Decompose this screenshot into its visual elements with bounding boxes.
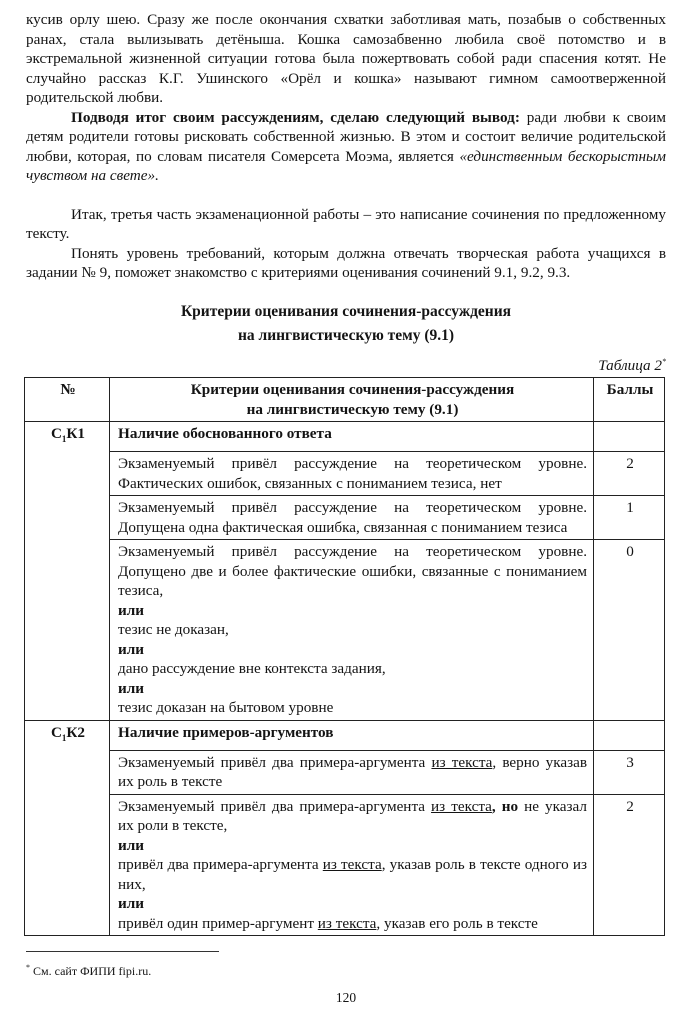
- table-header-row: [25, 378, 665, 422]
- table-row: Экзаменуемый привёл два примера-аргумента из текста, но не указал их роли в тексте, или привёл два примера-аргумента из текста, указав роль в тексте одного из них, или привёл один пример-аргумент из текста, указав его роль в тексте 2: [25, 794, 665, 936]
- conclusion-lead: Подводя итог своим рассуждениям, сделаю следующий вывод:: [71, 108, 520, 126]
- table-label: Таблица 2*: [598, 356, 666, 374]
- table-row: [25, 720, 665, 750]
- paragraph-part-three: Итак, третья часть экзаменационной работы – это написание сочинения по предложенному тексту.: [26, 205, 666, 242]
- footnote: * См. сайт ФИПИ fipi.ru.: [26, 963, 152, 978]
- criteria-table: [24, 377, 665, 936]
- page-body: [26, 10, 666, 936]
- table-row: Экзаменуемый привёл рассуждение на теоретическом уровне. Фактических ошибок, связанных с пониманием тезиса, нет 2: [25, 452, 665, 496]
- criterion-title-k2: Наличие примеров-аргументов: [110, 720, 594, 750]
- table-row: Экзаменуемый привёл рассуждение на теоретическом уровне. Допущено две и более фактические ошибки, связанные с пониманием тезиса, или тезис не доказан, или дано рассуждение вне контекста задания, или тезис доказан на бытовом уровне 0: [25, 540, 665, 721]
- section-title: Критерии оценивания сочинения-рассуждения на лингвистическую тему (9.1): [180, 302, 512, 344]
- header-criteria: Критерии оценивания сочинения-рассуждения на лингвистическую тему (9.1): [110, 378, 594, 422]
- page-number: 120: [335, 990, 357, 1005]
- paragraph-story-end: кусив орлу шею. Сразу же после окончания схватки заботливая мать, позабыв о собственных ранах, стала вылизывать детёныша. Кошка самозабвенно любила своё потомство и в экстремальной жизненной ситуации готова была пожертвовать собой ради спасения котят. Не случайно рассказ К.Г. Ушинского «Орёл и кошка» называют гимном самоотверженной родительской любви.: [26, 11, 666, 106]
- header-num: №: [25, 378, 110, 422]
- criterion-code-k1: $С_1К1$: [25, 422, 110, 452]
- footnote-divider: [26, 951, 219, 952]
- paragraph-conclusion: Подводя итог своим рассуждениям, сделаю следующий вывод: ради любви к своим детям родители готовы рисковать собственной жизнью. В этом и состоит величие родительской любви, которая, по словам писателя Сомерсета Моэма, является «единственным бескорыстным чувством на свете».: [26, 108, 666, 184]
- table-row: Экзаменуемый привёл два примера-аргумента из текста, верно указав их роль в тексте 3: [25, 750, 665, 794]
- criterion-title-k1: Наличие обоснованного ответа: [110, 422, 594, 452]
- table-row: [25, 422, 665, 452]
- maugham-quote: «единственным бескорыстным чувством на свете».: [26, 147, 666, 184]
- criterion-code-k2: $С_1К2$: [25, 720, 110, 750]
- paragraph-requirements: Понять уровень требований, которым должна отвечать творческая работа учащихся в задании № 9, поможет знакомство с критериями оценивания сочинений 9.1, 9.2, 9.3.: [26, 244, 666, 281]
- header-points: Баллы: [594, 378, 665, 422]
- table-row: Экзаменуемый привёл рассуждение на теоретическом уровне. Допущена одна фактическая ошибка, связанная с пониманием тезиса 1: [25, 496, 665, 540]
